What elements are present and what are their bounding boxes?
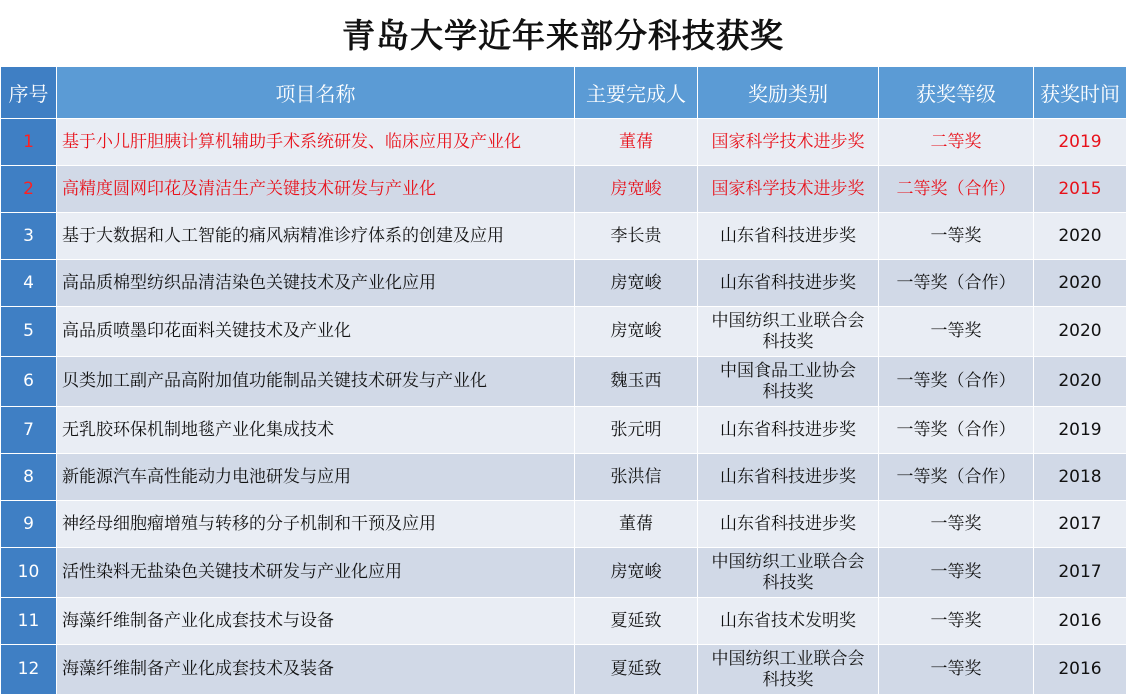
cell-type-line1: 中国纺织工业联合会 bbox=[712, 552, 865, 572]
cell-year: 2018 bbox=[1034, 454, 1126, 501]
cell-year: 2015 bbox=[1034, 166, 1126, 213]
cell-type bbox=[698, 645, 879, 695]
cell-person: 董蒨 bbox=[575, 501, 698, 548]
cell-name: 海藻纤维制备产业化成套技术及装备 bbox=[57, 645, 575, 695]
table-row bbox=[1, 119, 1126, 166]
cell-year: 2017 bbox=[1034, 501, 1126, 548]
header-level: 获奖等级 bbox=[879, 67, 1034, 119]
cell-type bbox=[698, 260, 879, 307]
cell-year: 2019 bbox=[1034, 407, 1126, 454]
cell-year: 2016 bbox=[1034, 645, 1126, 695]
cell-index: 2 bbox=[1, 166, 57, 213]
cell-type bbox=[698, 213, 879, 260]
cell-year: 2019 bbox=[1034, 119, 1126, 166]
table-row bbox=[1, 501, 1126, 548]
cell-type-line1: 山东省技术发明奖 bbox=[720, 611, 856, 631]
cell-level: 二等奖 bbox=[879, 119, 1034, 166]
cell-name: 高精度圆网印花及清洁生产关键技术研发与产业化 bbox=[57, 166, 575, 213]
cell-level: 一等奖 bbox=[879, 548, 1034, 598]
cell-year: 2017 bbox=[1034, 548, 1126, 598]
cell-person: 房宽峻 bbox=[575, 166, 698, 213]
cell-index: 1 bbox=[1, 119, 57, 166]
cell-index: 7 bbox=[1, 407, 57, 454]
cell-person: 魏玉西 bbox=[575, 357, 698, 407]
cell-name: 新能源汽车高性能动力电池研发与应用 bbox=[57, 454, 575, 501]
cell-person: 张洪信 bbox=[575, 454, 698, 501]
cell-name: 神经母细胞瘤增殖与转移的分子机制和干预及应用 bbox=[57, 501, 575, 548]
cell-level: 一等奖 bbox=[879, 501, 1034, 548]
cell-level: 一等奖 bbox=[879, 598, 1034, 645]
table-row bbox=[1, 407, 1126, 454]
cell-person: 张元明 bbox=[575, 407, 698, 454]
header-person: 主要完成人 bbox=[575, 67, 698, 119]
cell-type-line1: 山东省科技进步奖 bbox=[720, 273, 856, 293]
table-row bbox=[1, 598, 1126, 645]
cell-type bbox=[698, 166, 879, 213]
cell-level: 二等奖（合作） bbox=[879, 166, 1034, 213]
cell-type bbox=[698, 501, 879, 548]
cell-type-line1: 山东省科技进步奖 bbox=[720, 514, 856, 534]
cell-index: 8 bbox=[1, 454, 57, 501]
cell-type-line1: 中国食品工业协会 bbox=[720, 361, 856, 381]
cell-type bbox=[698, 454, 879, 501]
cell-person: 夏延致 bbox=[575, 598, 698, 645]
cell-type-line2: 科技奖 bbox=[763, 382, 814, 402]
cell-index: 9 bbox=[1, 501, 57, 548]
cell-name: 高品质棉型纺织品清洁染色关键技术及产业化应用 bbox=[57, 260, 575, 307]
cell-type-line1: 山东省科技进步奖 bbox=[720, 226, 856, 246]
cell-name: 活性染料无盐染色关键技术研发与产业化应用 bbox=[57, 548, 575, 598]
cell-level: 一等奖（合作） bbox=[879, 454, 1034, 501]
cell-type bbox=[698, 548, 879, 598]
cell-name: 高品质喷墨印花面料关键技术及产业化 bbox=[57, 307, 575, 357]
cell-year: 2020 bbox=[1034, 213, 1126, 260]
cell-type bbox=[698, 598, 879, 645]
cell-type-line2: 科技奖 bbox=[763, 573, 814, 593]
cell-name: 海藻纤维制备产业化成套技术与设备 bbox=[57, 598, 575, 645]
header-index: 序号 bbox=[1, 67, 57, 119]
cell-name: 贝类加工副产品高附加值功能制品关键技术研发与产业化 bbox=[57, 357, 575, 407]
cell-type bbox=[698, 357, 879, 407]
cell-type-line1: 国家科学技术进步奖 bbox=[712, 179, 865, 199]
cell-type-line1: 山东省科技进步奖 bbox=[720, 420, 856, 440]
cell-type-line1: 中国纺织工业联合会 bbox=[712, 649, 865, 669]
cell-level: 一等奖（合作） bbox=[879, 357, 1034, 407]
cell-person: 房宽峻 bbox=[575, 548, 698, 598]
cell-index: 10 bbox=[1, 548, 57, 598]
cell-type-line1: 中国纺织工业联合会 bbox=[712, 311, 865, 331]
cell-person: 董蒨 bbox=[575, 119, 698, 166]
table-row bbox=[1, 260, 1126, 307]
cell-type-line1: 国家科学技术进步奖 bbox=[712, 132, 865, 152]
cell-name: 基于小儿肝胆胰计算机辅助手术系统研发、临床应用及产业化 bbox=[57, 119, 575, 166]
table-row bbox=[1, 454, 1126, 501]
cell-year: 2020 bbox=[1034, 307, 1126, 357]
cell-person: 房宽峻 bbox=[575, 260, 698, 307]
cell-index: 12 bbox=[1, 645, 57, 695]
cell-person: 房宽峻 bbox=[575, 307, 698, 357]
header-name: 项目名称 bbox=[57, 67, 575, 119]
cell-index: 11 bbox=[1, 598, 57, 645]
table-header-row bbox=[1, 67, 1126, 119]
header-type: 奖励类别 bbox=[698, 67, 879, 119]
cell-index: 5 bbox=[1, 307, 57, 357]
cell-level: 一等奖（合作） bbox=[879, 407, 1034, 454]
cell-name: 无乳胶环保机制地毯产业化集成技术 bbox=[57, 407, 575, 454]
page-title: 青岛大学近年来部分科技获奖 bbox=[0, 0, 1126, 66]
table-row bbox=[1, 548, 1126, 598]
cell-level: 一等奖 bbox=[879, 307, 1034, 357]
table-row bbox=[1, 213, 1126, 260]
cell-type-line2: 科技奖 bbox=[763, 332, 814, 352]
cell-type bbox=[698, 407, 879, 454]
cell-type-line1: 山东省科技进步奖 bbox=[720, 467, 856, 487]
cell-type bbox=[698, 119, 879, 166]
cell-level: 一等奖 bbox=[879, 645, 1034, 695]
cell-person: 李长贵 bbox=[575, 213, 698, 260]
cell-person: 夏延致 bbox=[575, 645, 698, 695]
cell-index: 3 bbox=[1, 213, 57, 260]
cell-type-line2: 科技奖 bbox=[763, 670, 814, 690]
table-row bbox=[1, 307, 1126, 357]
cell-name: 基于大数据和人工智能的痛风病精准诊疗体系的创建及应用 bbox=[57, 213, 575, 260]
cell-year: 2020 bbox=[1034, 357, 1126, 407]
awards-table bbox=[0, 66, 1126, 695]
cell-level: 一等奖（合作） bbox=[879, 260, 1034, 307]
table-row bbox=[1, 357, 1126, 407]
cell-index: 6 bbox=[1, 357, 57, 407]
header-year: 获奖时间 bbox=[1034, 67, 1126, 119]
cell-type bbox=[698, 307, 879, 357]
cell-year: 2016 bbox=[1034, 598, 1126, 645]
cell-level: 一等奖 bbox=[879, 213, 1034, 260]
table-row bbox=[1, 166, 1126, 213]
table-row bbox=[1, 645, 1126, 695]
cell-index: 4 bbox=[1, 260, 57, 307]
cell-year: 2020 bbox=[1034, 260, 1126, 307]
